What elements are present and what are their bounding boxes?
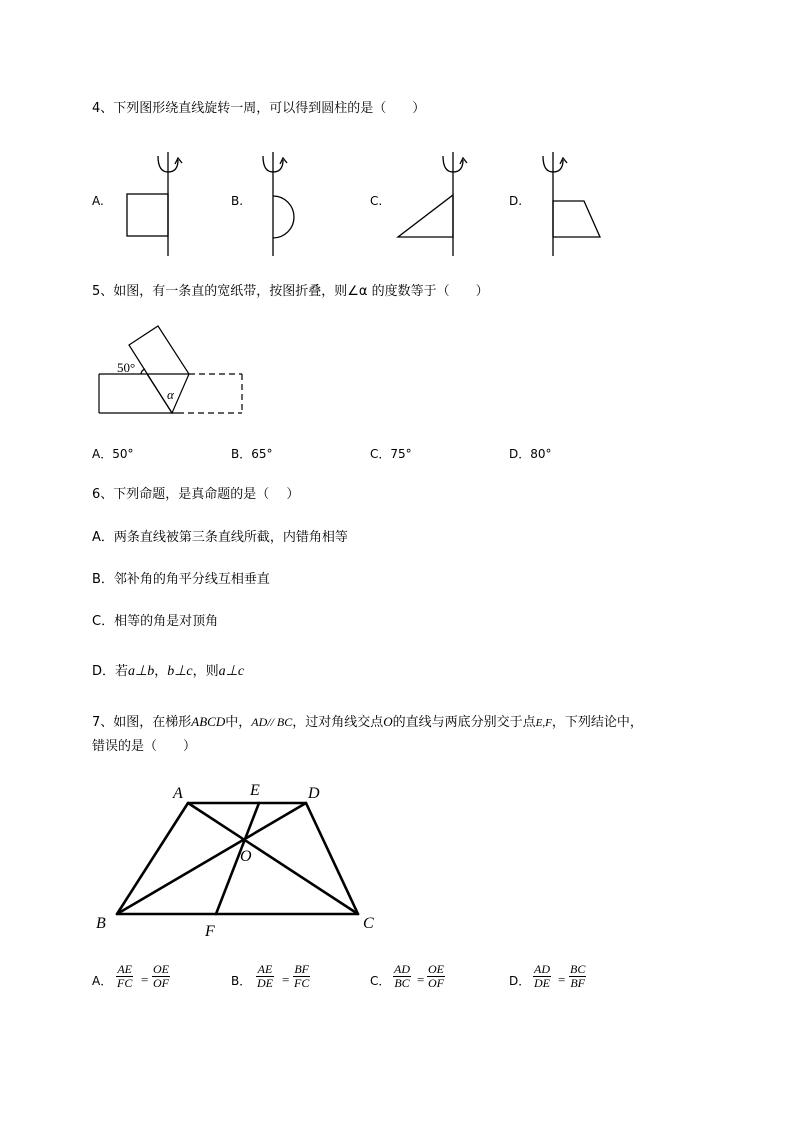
q7-stem-ad-bc: AD// BC xyxy=(251,715,293,729)
q7-option-a-frac2: $\frac{OE}{OF}$ xyxy=(153,962,169,990)
q5-option-c[interactable]: C．75° xyxy=(370,447,412,461)
q7-label-d: D xyxy=(308,785,320,802)
q7-stem-part-b: 中， xyxy=(225,715,252,730)
q7-label-o: O xyxy=(240,848,252,865)
q7-option-d-frac1: $\frac{AD}{DE}$ xyxy=(534,962,550,990)
q7-option-a-frac1: $\frac{AE}{FC}$ xyxy=(117,962,133,990)
q5-option-a[interactable]: A．50° xyxy=(92,447,134,461)
q5-option-d[interactable]: D．80° xyxy=(509,447,552,461)
q7-option-c-label[interactable]: C． xyxy=(370,974,391,988)
q6-option-d-expr2: b⊥c xyxy=(167,664,193,679)
q7-option-d-label[interactable]: D． xyxy=(509,974,531,988)
q5-angle-alpha-label: α xyxy=(167,387,174,402)
q6-stem: 6、下列命题，是真命题的是（ ） xyxy=(92,487,300,502)
q4-option-d-label[interactable]: D. xyxy=(509,194,523,208)
q5-stem: 5、如图，有一条直的宽纸带，按图折叠，则∠α 的度数等于（ ） xyxy=(92,284,489,299)
q7-stem-part-d: 的直线与两底分别交于点 xyxy=(392,715,536,730)
q7-option-c-frac2: $\frac{OE}{OF}$ xyxy=(428,962,444,990)
q7-label-c: C xyxy=(363,915,374,932)
q7-stem-abcd: ABCD xyxy=(191,714,226,729)
q7-option-d-frac2: $\frac{BC}{BF}$ xyxy=(570,962,586,990)
q4-option-a-label[interactable]: A. xyxy=(92,194,104,208)
q7-label-e: E xyxy=(250,782,260,799)
q6-option-d-prefix: D．若 xyxy=(92,664,129,679)
q7-option-b-frac2: $\frac{BF}{FC}$ xyxy=(294,962,310,990)
q6-option-b[interactable]: B．邻补角的角平分线互相垂直 xyxy=(92,572,270,587)
q6-option-c[interactable]: C．相等的角是对顶角 xyxy=(92,614,219,629)
q7-option-a-label[interactable]: A． xyxy=(92,974,113,988)
q6-option-d-sep1: ， xyxy=(154,664,168,679)
q7-option-b-frac1: $\frac{AE}{DE}$ xyxy=(257,962,273,990)
q4-stem: 4、下列图形绕直线旋转一周，可以得到圆柱的是（ ） xyxy=(92,101,426,116)
q5-angle-50-label: 50° xyxy=(117,360,136,375)
q4-option-b-label[interactable]: B. xyxy=(231,194,244,208)
q4-option-c-label[interactable]: C. xyxy=(370,194,383,208)
q6-option-a[interactable]: A．两条直线被第三条直线所截，内错角相等 xyxy=(92,530,348,545)
q7-option-c-frac1: $\frac{AD}{BC}$ xyxy=(394,962,410,990)
q7-stem-part-e: ，下列结论中， xyxy=(551,715,643,730)
q7-option-b-eq: = xyxy=(282,972,290,987)
q7-stem-o: O xyxy=(383,714,393,729)
q7-stem-part-c: ，过对角线交点 xyxy=(292,715,384,730)
q7-option-d-eq: = xyxy=(558,972,566,987)
q7-label-b: B xyxy=(96,915,106,932)
q7-stem-ef: E,F xyxy=(535,717,552,729)
q6-option-d-expr3: a⊥c xyxy=(218,664,245,679)
q6-option-d-expr1: a⊥b xyxy=(128,664,155,679)
q7-stem-line2: 错误的是（ ） xyxy=(92,739,197,754)
q5-option-b[interactable]: B．65° xyxy=(231,447,273,461)
q7-stem-part-a: 7、如图，在梯形 xyxy=(92,715,192,730)
q7-option-b-label[interactable]: B． xyxy=(231,974,252,988)
q7-label-f: F xyxy=(205,923,215,940)
q7-option-a-eq: = xyxy=(141,972,149,987)
q6-option-d-sep2: ，则 xyxy=(192,664,219,679)
q7-label-a: A xyxy=(173,785,183,802)
q7-option-c-eq: = xyxy=(417,972,425,987)
